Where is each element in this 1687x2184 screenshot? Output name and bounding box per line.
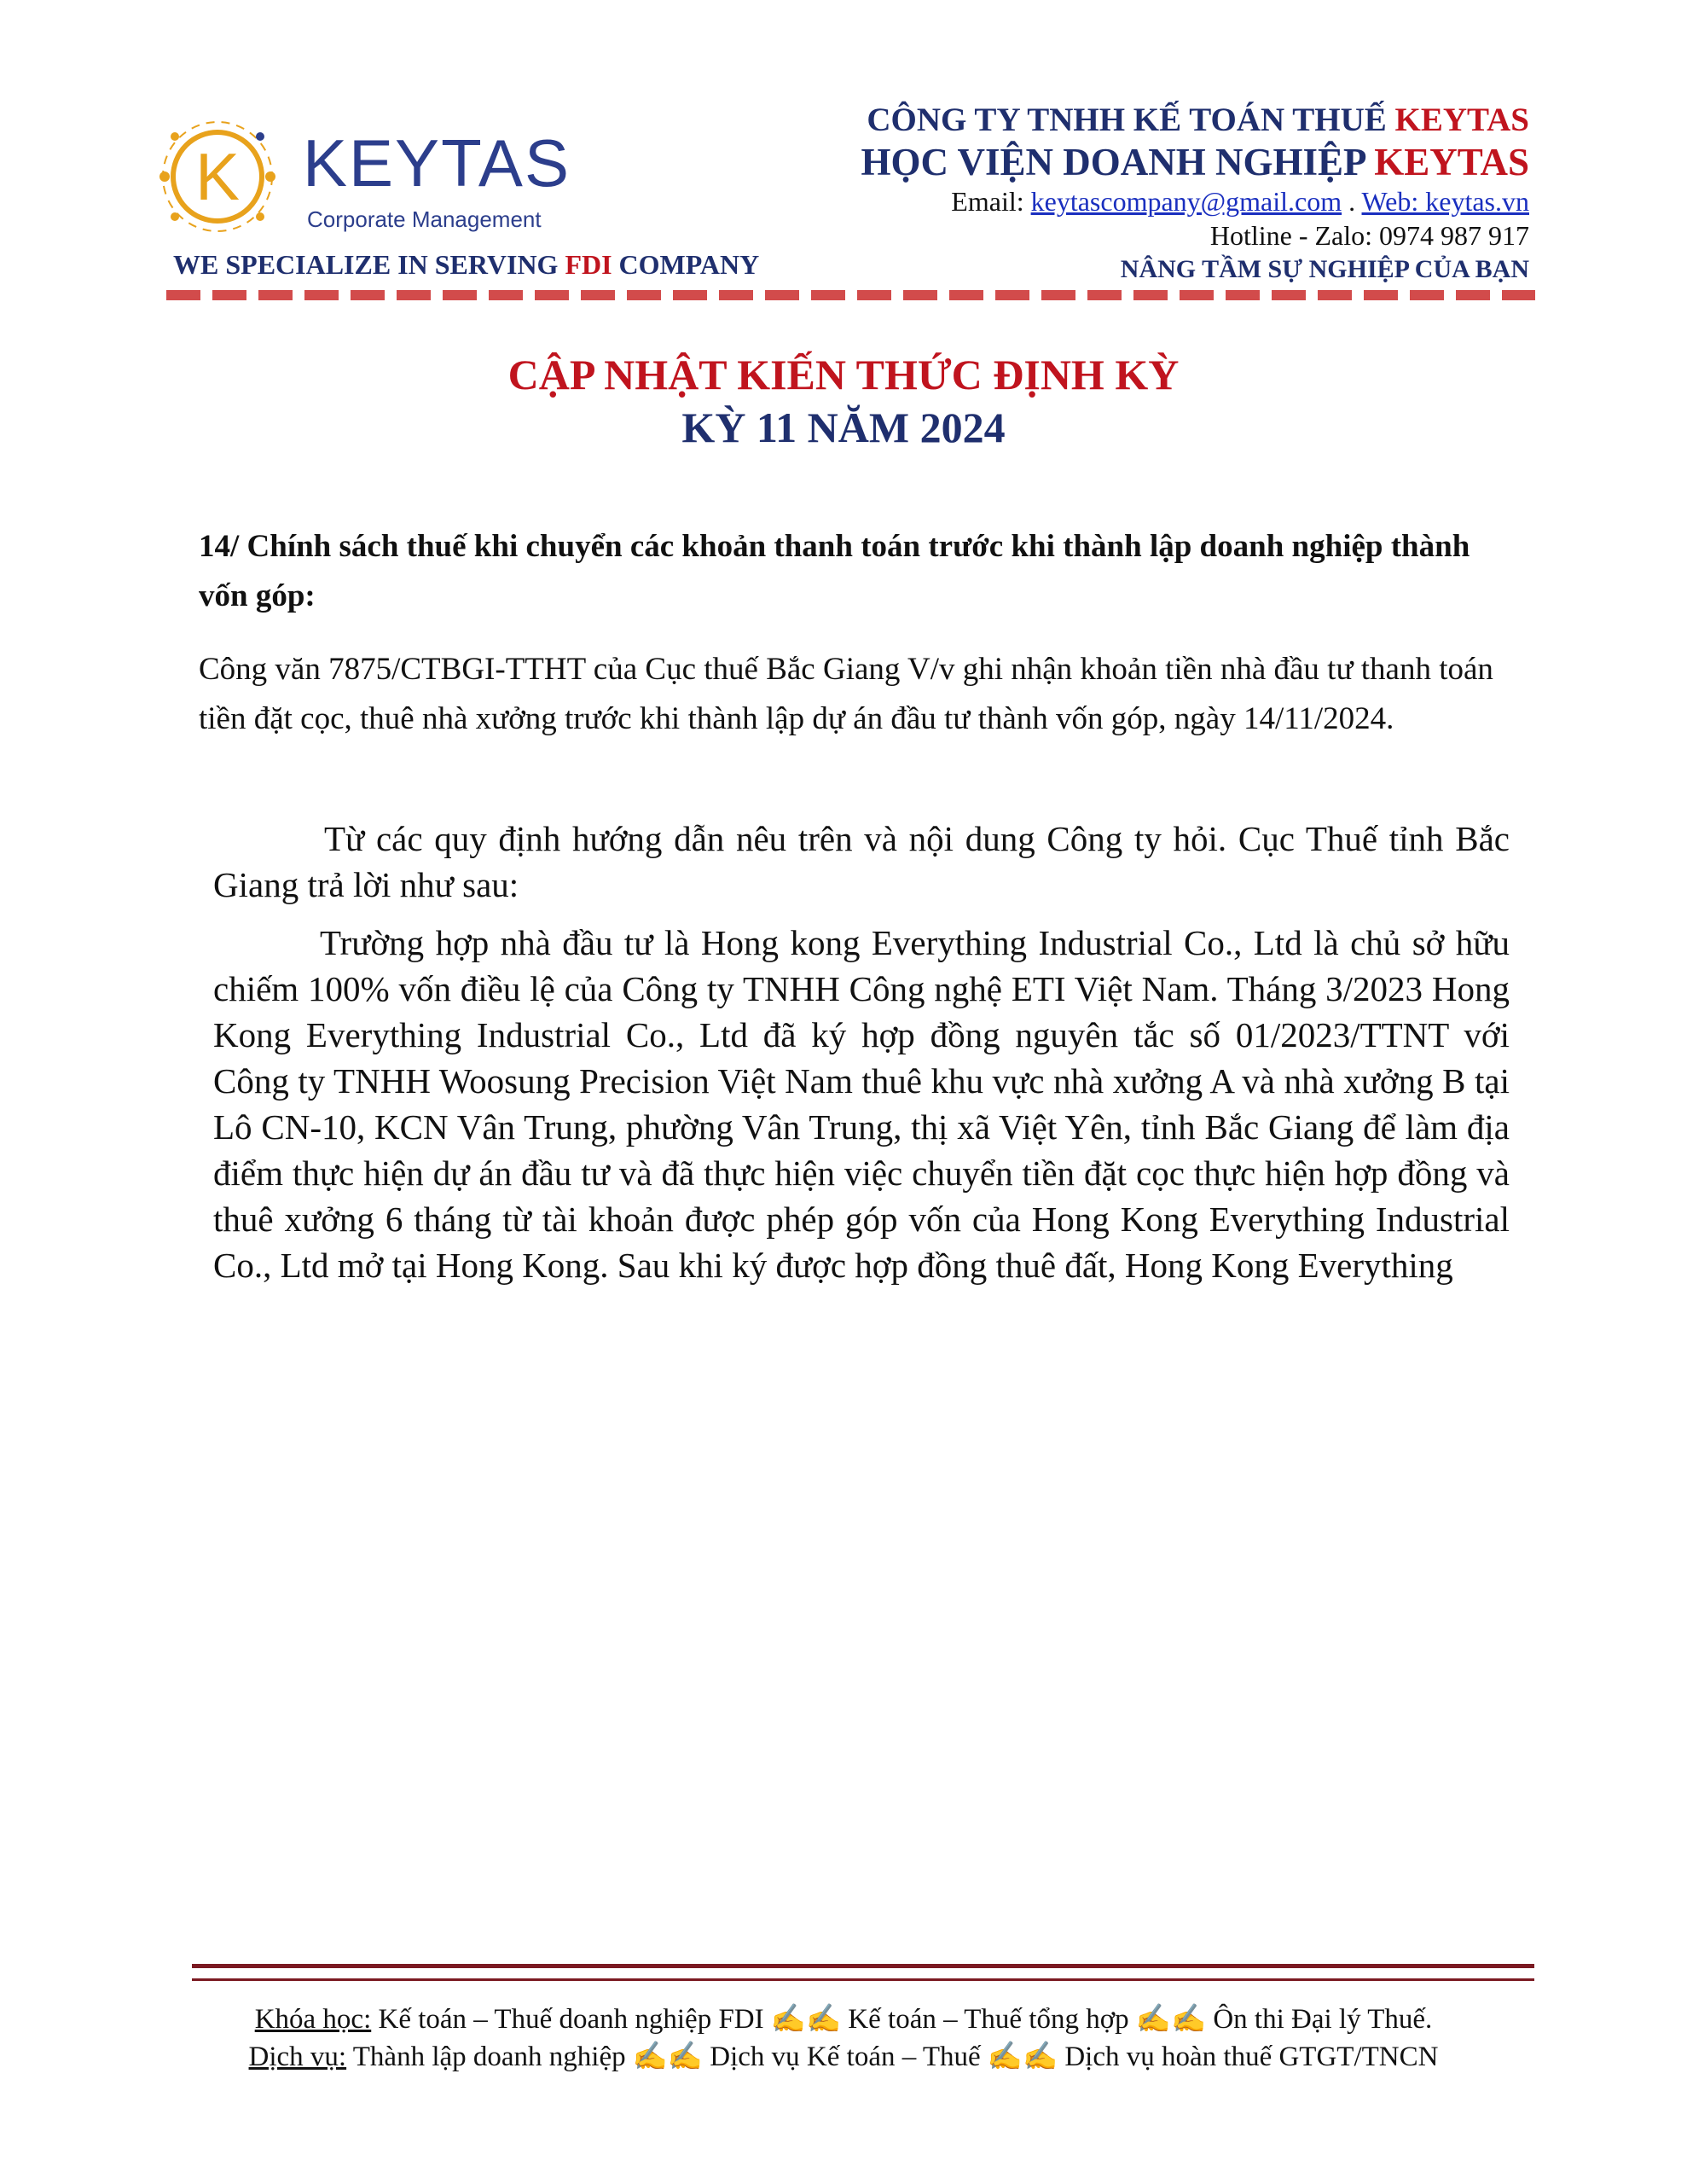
excerpt-paragraph-2: Trường hợp nhà đầu tư là Hong kong Everything Industrial Co., Ltd là chủ sở hữu chiếm 100% vốn điều lệ của Công ty TNHH Công nghệ ETI Việt Nam. Tháng 3/2023 Hong Kong Everything Industrial Co., Ltd đã ký hợp đồng nguyên tắc số 01/2023/TTNT với Công ty TNHH Woosung Precision Việt Nam thuê khu vực nhà xưởng A và nhà xưởng B tại Lô CN-10, KCN Vân Trung, phường Vân Trung, thị xã Việt Yên, tỉnh Bắc Giang để làm địa điểm thực hiện dự án đầu tư và đã thực hiện việc chuyển tiền đặt cọc thực hiện hợp đồng và thuê xưởng 6 tháng từ tài khoản được phép góp vốn của Hong Kong Everything Industrial Co., Ltd mở tại Hong Kong. Sau khi ký được hợp đồng thuê đất, Hong Kong Everything: [213, 923, 1510, 1285]
company-name-prefix: CÔNG TY TNHH KẾ TOÁN THUẾ: [867, 102, 1395, 138]
logo-brand-text: KEYTAS: [303, 125, 571, 200]
logo-subtitle: Corporate Management: [307, 206, 542, 232]
academy-name-brand: KEYTAS: [1374, 141, 1529, 183]
tagline-after: COMPANY: [612, 249, 760, 280]
slogan: NÂNG TẦM SỰ NGHIỆP CỦA BẠN: [1120, 255, 1529, 283]
footer-courses-text: Kế toán – Thuế doanh nghiệp FDI ✍✍ Kế toán – Thuế tổng hợp ✍✍ Ôn thi Đại lý Thuế.: [371, 2004, 1433, 2035]
footer-services-label: Dịch vụ:: [248, 2042, 347, 2072]
footer-divider: [192, 1964, 1534, 1981]
document-subtitle: KỲ 11 NĂM 2024: [681, 404, 1006, 451]
academy-name: [861, 140, 1529, 184]
quoted-excerpt: [213, 816, 1510, 1300]
tagline: [173, 249, 759, 281]
email-link[interactable]: keytascompany@gmail.com: [1030, 186, 1342, 217]
contact-email-line: [861, 184, 1529, 218]
tagline-highlight: FDI: [565, 249, 612, 280]
header-divider: [166, 290, 1535, 300]
hotline: Hotline - Zalo: 0974 987 917: [1209, 220, 1529, 251]
footer-courses-label: Khóa học:: [254, 2004, 372, 2035]
contact-block: [861, 101, 1529, 287]
web-link[interactable]: Web: keytas.vn: [1361, 186, 1529, 217]
excerpt-paragraph-1: Từ các quy định hướng dẫn nêu trên và nội dung Công ty hỏi. Cục Thuế tỉnh Bắc Giang trả lời như sau:: [213, 819, 1510, 904]
logo-letter: K: [194, 139, 241, 214]
footer: [0, 2001, 1687, 2076]
keytas-logo: [149, 113, 593, 241]
footer-courses: [0, 2001, 1687, 2038]
footer-services: [0, 2038, 1687, 2076]
document-title: CẬP NHẬT KIẾN THỨC ĐỊNH KỲ: [507, 351, 1180, 398]
academy-name-prefix: HỌC VIỆN DOANH NGHIỆP: [861, 141, 1375, 183]
logo-emblem-icon: [149, 113, 299, 241]
section-intro: Công văn 7875/CTBGI-TTHT của Cục thuế Bắc Giang V/v ghi nhận khoản tiền nhà đầu tư thanh toán tiền đặt cọc, thuê nhà xưởng trước khi thành lập dự án đầu tư thành vốn góp, ngày 14/11/2024.: [199, 652, 1493, 736]
contact-separator: .: [1342, 186, 1362, 217]
company-name: [861, 101, 1529, 140]
company-name-brand: KEYTAS: [1394, 102, 1529, 138]
tagline-before: WE SPECIALIZE IN SERVING: [173, 249, 565, 280]
email-label: Email:: [951, 186, 1031, 217]
footer-services-text: Thành lập doanh nghiệp ✍✍ Dịch vụ Kế toán – Thuế ✍✍ Dịch vụ hoàn thuế GTGT/TNCN: [346, 2042, 1439, 2072]
section-heading: 14/ Chính sách thuế khi chuyển các khoản thanh toán trước khi thành lập doanh nghiệp thành vốn góp:: [199, 529, 1470, 613]
